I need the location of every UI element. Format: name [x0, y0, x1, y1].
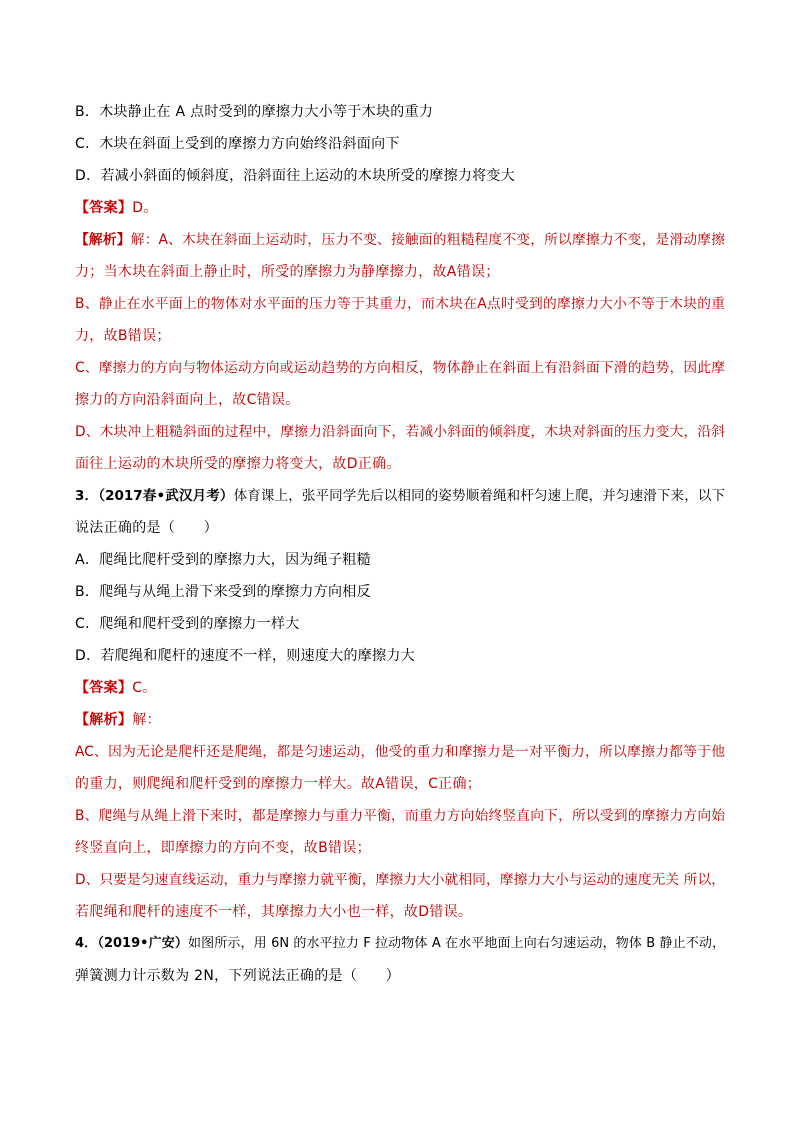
q3-option-b: B．爬绳与从绳上滑下来受到的摩擦力方向相反	[75, 584, 371, 600]
q3-answer	[75, 678, 725, 698]
analysis-tag: 【解析】	[75, 712, 133, 728]
q4-source: （2019•广安）	[97, 936, 188, 951]
q3-analysis-line-6: 若爬绳和爬杆的速度不一样，其摩擦力大小也一样，故D错误。	[75, 904, 473, 920]
q2-analysis-line-2: 力；当木块在斜面上静止时，所受的摩擦力为静摩擦力，故A错误；	[75, 264, 500, 280]
answer-value: D。	[132, 200, 158, 216]
q3-analysis-line-5: D、只要是匀速直线运动，重力与摩擦力就平衡，摩擦力大小就相同，摩擦力大小与运动的速度无关 所以，	[75, 872, 725, 888]
q4-stem-line-2: 弹簧测力计示数为 2N，下列说法正确的是（ ）	[75, 968, 401, 984]
analysis-tag: 【解析】	[75, 232, 131, 248]
q2-analysis-line-1: 【解析】解：A、木块在斜面上运动时，压力不变、接触面的粗糙程度不变，所以摩擦力不变，是滑动摩擦	[75, 232, 725, 248]
q2-analysis-line-3: B、静止在水平面上的物体对水平面的压力等于其重力，而木块在A点时受到的摩擦力大小不等于木块的重	[75, 296, 725, 312]
q2-analysis-line-8: 面往上运动的木块所受的摩擦力将变大，故D正确。	[75, 456, 401, 472]
q3-stem-line-1: 3．（2017春•武汉月考）体育课上，张平同学先后以相同的姿势顺着绳和杆匀速上爬，并匀速滑下来，以下	[75, 488, 726, 504]
answer-tag: 【答案】	[75, 680, 133, 696]
q3-source: （2017春•武汉月考）	[98, 488, 234, 504]
q2-option-c: C．木块在斜面上受到的摩擦力方向始终沿斜面向下	[75, 136, 400, 152]
q2-analysis-line-7: D、木块冲上粗糙斜面的过程中，摩擦力沿斜面向下，若减小斜面的倾斜度，木块对斜面的压力变大，沿斜	[75, 424, 725, 440]
q3-analysis-line-2: 的重力，则爬绳和爬杆受到的摩擦力一样大。故A错误，C正确；	[75, 776, 482, 792]
q2-answer	[75, 198, 725, 218]
q3-option-a: A．爬绳比爬杆受到的摩擦力大，因为绳子粗糙	[75, 552, 371, 568]
q2-option-b: B．木块静止在 A 点时受到的摩擦力大小等于木块的重力	[75, 104, 434, 120]
q2-analysis-line-5: C、摩擦力的方向与物体运动方向或运动趋势的方向相反，物体静止在斜面上有沿斜面下滑的趋势，因此摩	[75, 360, 725, 376]
q4-stem-line-1: 4．（2019•广安）如图所示，用 6N 的水平拉力 F 拉动物体 A 在水平地面上向右匀速运动，物体 B 静止不动，	[75, 936, 725, 951]
q3-option-d: D．若爬绳和爬杆的速度不一样，则速度大的摩擦力大	[75, 648, 415, 664]
q3-analysis-line-4: 终竖直向上，即摩擦力的方向不变，故B错误；	[75, 840, 371, 856]
q3-option-c: C．爬绳和爬杆受到的摩擦力一样大	[75, 616, 300, 632]
answer-tag: 【答案】	[75, 200, 133, 216]
q3-number: 3．	[75, 488, 99, 504]
q3-analysis-line-3: B、爬绳与从绳上滑下来时，都是摩擦力与重力平衡，而重力方向始终竖直向下，所以受到的摩擦力方向始	[75, 808, 725, 824]
answer-value: C。	[132, 680, 157, 696]
q2-analysis-line-6: 擦力的方向沿斜面向上，故C错误。	[75, 392, 300, 408]
q3-analysis-head: 【解析】解：	[75, 712, 161, 728]
q2-option-d: D．若减小斜面的倾斜度，沿斜面往上运动的木块所受的摩擦力将变大	[75, 168, 516, 184]
q3-stem-line-2: 说法正确的是（ ）	[75, 520, 218, 536]
q2-analysis-line-4: 力，故B错误；	[75, 328, 171, 344]
q3-analysis-line-1: AC、因为无论是爬杆还是爬绳，都是匀速运动，他受的重力和摩擦力是一对平衡力，所以摩擦力都等于他	[75, 744, 725, 760]
q4-number: 4．	[75, 936, 98, 951]
